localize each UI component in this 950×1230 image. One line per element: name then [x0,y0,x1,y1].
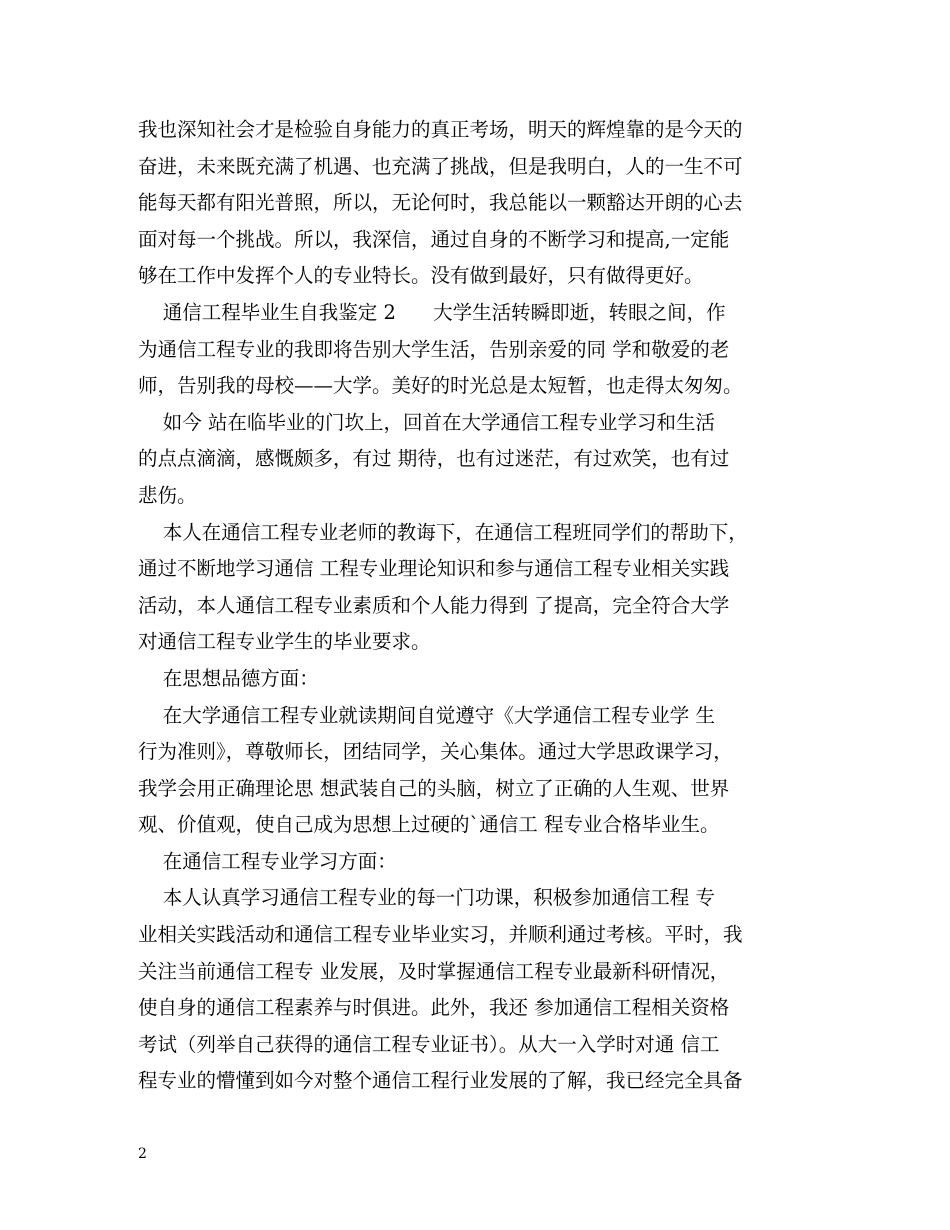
text-line: 我学会用正确理论思 想武装自己的头脑，树立了正确的人生观、世界 [138,776,730,800]
text-line: 师，告别我的母校——大学。美好的时光总是太短暂，也走得太匆匆。 [138,374,743,398]
text-line: 通过不断地学习通信 工程专业理论知识和参与通信工程专业相关实践 [138,557,730,581]
document-body [138,112,818,1100]
text-line: 关注当前通信工程专 业发展，及时掌握通信工程专业最新科研情况， [138,959,730,983]
text-line: 使自身的通信工程素养与时俱进。此外，我还 参加通信工程相关资格 [138,996,730,1020]
text-line: 如今 站在临毕业的门坎上，回首在大学通信工程专业学习和生活 [138,410,715,434]
text-line: 程专业的懵懂到如今对整个通信工程行业发展的了解，我已经完全具备 [138,1069,743,1093]
text-line: 的点点滴滴，感慨颇多，有过 期待，也有过迷茫，有过欢笑，也有过 [138,447,730,471]
text-line: 能每天都有阳光普照，所以，无论何时，我总能以一颗豁达开朗的心去 [138,191,743,215]
text-line: 行为准则》，尊敬师长，团结同学，关心集体。通过大学思政课学习， [138,740,733,764]
text-line: 活动，本人通信工程专业素质和个人能力得到 了提高，完全符合大学 [138,593,730,617]
text-line: 面对每一个挑战。所以，我深信，通过自身的不断学习和提高,一定能 [138,227,730,251]
section-heading: 在通信工程专业学习方面： [138,849,397,873]
text-line: 业相关实践活动和通信工程专业毕业实习，并顺利通过考核。平时，我 [138,923,743,947]
text-line: 在大学通信工程专业就读期间自觉遵守《大学通信工程专业学 生 [138,703,715,727]
text-line: 我也深知社会才是检验自身能力的真正考场，明天的辉煌靠的是今天的 [138,118,743,141]
text-line: 考试（列举自己获得的通信工程专业证书）。从大一入学时对通 信工 [138,1032,720,1056]
text-line: 奋进，未来既充满了机遇、也充满了挑战，但是我明白，人的一生不可 [138,154,743,178]
text-line: 悲伤。 [138,483,197,507]
text-line: 通信工程毕业生自我鉴定 2 大学生活转瞬即逝，转眼之间，作 [138,300,726,324]
text-line: 本人认真学习通信工程专业的每一门功课，积极参加通信工程 专 [138,886,715,910]
section-heading: 在思想品德方面： [138,666,319,690]
text-line: 为通信工程专业的我即将告别大学生活，告别亲爱的同 学和敬爱的老 [138,337,730,361]
page-number: 2 [138,1146,147,1162]
text-line: 观、价值观，使自己成为思想上过硬的`通信工 程专业合格毕业生。 [138,813,720,837]
text-line: 对通信工程专业学生的毕业要求。 [138,630,431,654]
text-line: 够在工作中发挥个人的专业特长。没有做到最好，只有做得更好。 [138,264,704,288]
text-line: 本人在通信工程专业老师的教诲下，在通信工程班同学们的帮助下， [138,520,748,544]
